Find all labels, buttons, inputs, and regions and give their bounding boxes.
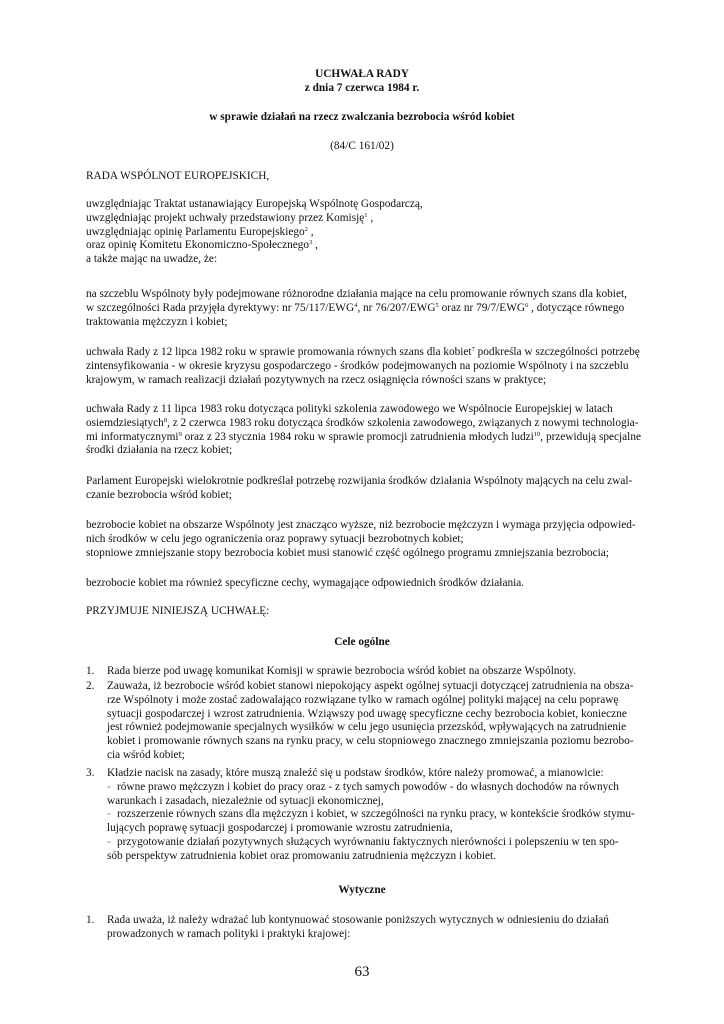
- item-number: 2.: [86, 680, 95, 692]
- footnote-ref: 10: [533, 430, 541, 438]
- footnote-ref: 9: [178, 430, 182, 438]
- considering-item: uwzględniając opinię Parlamentu Europejskiego$^2$ ,: [86, 225, 314, 238]
- footnote-ref: 8: [163, 416, 168, 424]
- page-number: 63: [354, 964, 370, 980]
- recital-paragraph: Parlament Europejski wielokrotnie podkreślał potrzebę rozwijania środków działania Wspólnoty mających na celu zwal- czanie bezrobocia wśród kobiet;: [86, 475, 633, 501]
- item-number: 1.: [86, 914, 95, 926]
- document-reference: (84/C 161/02): [330, 140, 394, 152]
- list-item: Kładzie nacisk na zasady, które muszą znaleźć się u podstaw środków, które należy promować, a mianowicie: - równe prawo mężczyzn i kobiet do pracy oraz - z tych samych powodów - do własnych dochodów na równych warunkach i zasadach, niezależnie od sytuacji ekonomicznej, - rozszerzenie równych szans dla mężczyzn i kobiet, w szczególności na rynku pracy, w kontekście środków stymu- lujących poprawę sytuacji gospodarczej i promowanie wzrostu zatrudnienia, - przygotowanie działań pozytywnych służących wyrównaniu faktycznych nierówności i polepszeniu w ten spo- sób perspektyw zatrudnienia kobiet oraz promowaniu zatrudnienia mężczyzn i kobiet.: [107, 767, 656, 864]
- considering-item: a także mając na uwadze, że:: [86, 253, 218, 266]
- list-item: Rada uważa, iż należy wdrażać lub kontynuować stosowanie poniższych wytycznych w odniesieniu do działań prowadzonych w ramach polityki i praktyki krajowej:: [107, 914, 609, 940]
- item-number: 3.: [86, 767, 95, 779]
- considering-item: uwzględniając projekt uchwały przedstawiony przez Komisję$^1$ ,: [86, 211, 374, 224]
- item-number: 1.: [86, 665, 95, 677]
- footnote-ref: 5: [435, 301, 439, 309]
- considering-item: uwzględniając Traktat ustanawiający Europejską Wspólnotę Gospodarczą,: [86, 198, 423, 210]
- recital-paragraph: uchwała Rady z 11 lipca 1983 roku dotycząca polityki szkolenia zawodowego we Wspólnocie Europejskiej w latach osiemdziesiątych$^8$, z 2 czerwca 1983 roku dotycząca środków szkolenia zawodowego, związanych z nowymi technologia- mi informatycznymi$^9$ oraz z 23 stycznia 1984 roku w sprawie promocji zatrudnienia młodych ludzi$^{10}$, przewidują specjalne środki działania na rzecz kobiet;: [86, 403, 641, 457]
- footnote-ref: 3: [309, 239, 313, 247]
- considering-list: [86, 198, 656, 267]
- recital-paragraph: bezrobocie kobiet ma również specyficzne cechy, wymagające odpowiednich środków działania.: [86, 577, 525, 589]
- considering-item: oraz opinię Komitetu Ekonomiczno-Społecznego$^3$ ,: [86, 239, 318, 252]
- dash-item: - rozszerzenie równych szans dla mężczyzn i kobiet, w szczególności na rynku pracy, w kontekście środków stymu-: [107, 808, 635, 821]
- recital-paragraph: na szczeblu Wspólnoty były podejmowane różnorodne działania mające na celu promowanie równych szans dla kobiet, w szczególności Rada przyjęła dyrektywy: nr 75/117/EWG$^4$, nr 76/207/EWG$^5$ oraz nr 79/7/EWG$^6$ , dotyczące równego traktowania mężczyzn i kobiet;: [86, 288, 627, 328]
- section-heading: Wytyczne: [338, 884, 386, 896]
- footnote-ref: 1: [364, 211, 368, 219]
- list-item: Zauważa, iż bezrobocie wśród kobiet stanowi niepokojący aspekt ogólnej sytuacji dotyczącej zatrudnienia na obsza- rze Wspólnoty i może zostać zadowalająco rozwiązane tylko w ramach ogólnej polityki mającej na celu poprawę sytuacji gospodarczej i wzrost zatrudnienia. Wziąwszy pod uwagę specyficzne cechy bezrobocia kobiet, konieczne jest również podejmowanie specjalnych wysiłków w celu jego usunięcia przezskód, wpływających na zatrudnienie kobiet i promowanie równych szans na rynku pracy, w celu stopniowego znacznego zmniejszania poziomu bezrobo- cia wśród kobiet;: [107, 680, 634, 761]
- council-name: RADA WSPÓLNOT EUROPEJSKICH,: [86, 170, 270, 182]
- dash-item: - przygotowanie działań pozytywnych służących wyrównaniu faktycznych nierówności i polepszeniu w ten spo-: [107, 835, 619, 848]
- numbered-list: [86, 665, 656, 865]
- document-title: UCHWAŁA RADY: [315, 68, 409, 80]
- numbered-list: [86, 914, 656, 954]
- dash-item: - równe prawo mężczyzn i kobiet do pracy oraz - z tych samych powodów - do własnych dochodów na równych: [107, 780, 619, 793]
- adoption-statement: PRZYJMUJE NINIEJSZĄ UCHWAŁĘ:: [86, 605, 270, 617]
- dash-bullet: -: [107, 808, 111, 821]
- dash-bullet: -: [107, 835, 111, 848]
- dash-bullet: -: [107, 780, 111, 793]
- document-date: z dnia 7 czerwca 1984 r.: [304, 82, 420, 94]
- recital-paragraph: bezrobocie kobiet na obszarze Wspólnoty jest znacząco wyższe, niż bezrobocie mężczyzn i wymaga przyjęcia odpowied- nich środków w celu jego ograniczenia oraz poprawy sytuacji bezrobotnych kobiet; stopniowe zmniejszanie stopy bezrobocia kobiet musi stanowić część ogólnego programu zmniejszania bezrobocia;: [86, 519, 636, 559]
- footnote-ref: 4: [354, 301, 358, 309]
- recital-paragraph: uchwała Rady z 12 lipca 1982 roku w sprawie promowania równych szans dla kobiet$^7$ podkreśla w szczególności potrzebę zintensyfikowania - w okresie kryzysu gospodarczego - środków podejmowanych na poziomie Wspólnoty i na szczeblu krajowym, w ramach realizacji działań pozytywnych na rzecz osiągnięcia równości szans w praktyce;: [86, 346, 640, 386]
- document-subject: w sprawie działań na rzecz zwalczania bezrobocia wśród kobiet: [209, 111, 515, 123]
- list-item: Rada bierze pod uwagę komunikat Komisji w sprawie bezrobocia wśród kobiet na obszarze Wspólnoty.: [107, 665, 577, 677]
- footnote-ref: 6: [525, 301, 529, 309]
- section-heading: Cele ogólne: [334, 636, 390, 648]
- footnote-ref: 7: [471, 346, 475, 353]
- footnote-ref: 2: [304, 225, 308, 233]
